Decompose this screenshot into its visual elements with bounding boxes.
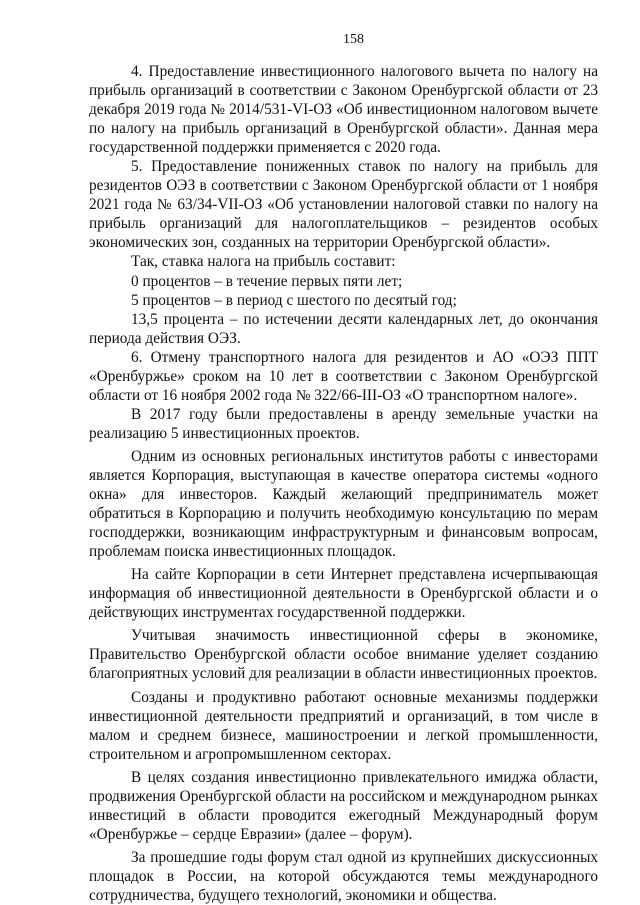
paragraph-rate-5: 5 процентов – в период с шестого по десятый год; xyxy=(131,291,457,309)
paragraph-reduced-rates: 5. Предоставление пониженных ставок по налогу на прибыль для резидентов ОЭЗ в соответствии с Законом Оренбургской области от 1 ноября 2021 года № 63/34-VII-ОЗ «Об установлении налоговой ставки по налогу на прибыль организаций для налогоплательщиков – резидентов особых экономических зон, созданных на территории Оренбургской области». xyxy=(89,158,598,252)
paragraph-land-lease: В 2017 году были предоставлены в аренду земельные участки на реализацию 5 инвестиционных проектов. xyxy=(89,405,598,442)
paragraph-website: На сайте Корпорации в сети Интернет представлена исчерпывающая информация об инвестиционной деятельности в Оренбургской области и о действующих инструментах государственной поддержки. xyxy=(89,566,598,622)
paragraph-corporation: Одним из основных региональных институтов работы с инвесторами является Корпорация, выступающая в качестве оператора системы «одного окна» для инвесторов. Каждый желающий предприниматель может обратиться в Корпорацию и получить необходимую консультацию по мерам господдержки, возникающим инфраструктурным и финансовым вопросам, проблемам поиска инвестиционных площадок. xyxy=(89,447,598,561)
paragraph-tax-deduction: 4. Предоставление инвестиционного налогового вычета по налогу на прибыль организаций в соответствии с Законом Оренбургской области от 23 декабря 2019 года № 2014/531-VI-ОЗ «Об инвестиционном налоговом вычете по налогу на прибыль организаций в Оренбургской области». Данная мера государственной поддержки применяется с 2020 года. xyxy=(89,63,598,157)
paragraph-mechanisms: Созданы и продуктивно работают основные механизмы поддержки инвестиционной деятельности предприятий и организаций, в том числе в малом и среднем бизнесе, машиностроении и легкой промышленности, строительном и агропромышленном секторах. xyxy=(89,688,598,763)
paragraph-rate-intro: Так, ставка налога на прибыль составит: xyxy=(131,253,396,271)
paragraph-forum: В целях создания инвестиционно привлекательного имиджа области, продвижения Оренбургской области на российском и международном рынках инвестиций в области проводится ежегодный Международный форум «Оренбуржье – сердце Евразии» (далее – форум). xyxy=(89,768,598,843)
paragraph-rate-0: 0 процентов – в течение первых пяти лет; xyxy=(131,272,403,290)
paragraph-transport-tax: 6. Отмену транспортного налога для резидентов и АО «ОЭЗ ППТ «Оренбуржье» сроком на 10 лет в соответствии с Законом Оренбургской области от 16 ноября 2002 года № 322/66-III-ОЗ «О транспортном налоге». xyxy=(89,348,598,404)
paragraph-government: Учитывая значимость инвестиционной сферы в экономике, Правительство Оренбургской области особое внимание уделяет созданию благоприятных условий для реализации в области инвестиционных проектов. xyxy=(89,627,598,683)
page-number: 158 xyxy=(343,32,364,47)
paragraph-rate-13-5: 13,5 процента – по истечении десяти календарных лет, до окончания периода действия ОЭЗ. xyxy=(89,310,598,347)
paragraph-forum-results: За прошедшие годы форум стал одной из крупнейших дискуссионных площадок в России, на которой обсуждаются темы международного сотрудничества, будущего технологий, экономики и общества. xyxy=(89,848,598,904)
